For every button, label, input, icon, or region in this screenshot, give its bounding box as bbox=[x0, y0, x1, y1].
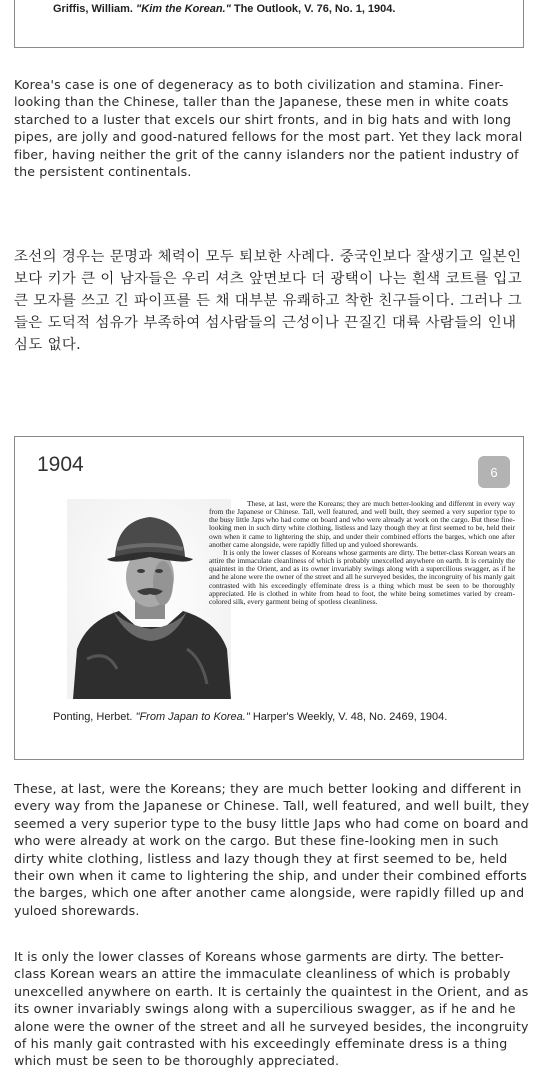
top-citation-title: "Kim the Korean." bbox=[136, 3, 231, 15]
top-citation-source: The Outlook, V. 76, No. 1, 1904. bbox=[230, 3, 396, 15]
scan-paragraph-1: These, at last, were the Koreans; they are much better-looking and different in every way from the Japanese or Chinese. Tall, well featured, and well built, they seemed a very superior type to the busy little Japs who had come on board and who were already at work on the cargo. But these fine-looking men in such dirty white clothing, listless and lazy though they at first seemed to be, held their own when it came to lightering the ship, and under their combined efforts the barges, which one after another came alongside, were rapidly filled up and yuloed shorewards. bbox=[209, 499, 515, 549]
scan-paragraph-2: It is only the lower classes of Koreans whose garments are dirty. The better-class Korean wears an attire the immaculate cleanliness of which is probably unexcelled anywhere on earth. It is certainly the quaintest in the Orient, and as its owner invariably swings along with a supercilious swagger, as if he and he alone were the owner of the street and all he surveyed besides, the incongruity of his manly gait contrasted with his exceedingly effeminate dress is a thing which must be seen to be thoroughly appreciated. He is clothed in white from head to foot, the white being sometimes varied by cream-colored silk, every garment being of spotless cleanliness. bbox=[209, 547, 515, 606]
english-paragraph-griffis: Korea's case is one of degeneracy as to both civilization and stamina. Finer-looking than the Chinese, taller than the Japanese, these men in white coats starched to a luster that excels our shirt fronts, and in big hats and with long pipes, are jolly and good-natured fellows for the most part. Yet they lack moral fiber, having neither the grit of the canny islanders nor the patient industry of the persistent continentals. bbox=[14, 77, 523, 180]
ponting-citation bbox=[53, 711, 447, 723]
ponting-citation-source: Harper's Weekly, V. 48, No. 2469, 1904. bbox=[249, 711, 448, 723]
ponting-citation-author: Ponting, Herbet. bbox=[53, 711, 136, 723]
card-year: 1904 bbox=[37, 453, 84, 476]
ponting-excerpt-card bbox=[14, 436, 524, 760]
page-number-badge[interactable]: 6 bbox=[478, 456, 510, 488]
english-paragraph-lower-classes: It is only the lower classes of Koreans whose garments are dirty. The better-class Korean wears an attire the immaculate cleanliness of which is probably unexcelled anywhere on earth. It is certainly the quaintest in the Orient, and as its owner invariably swings along with a supercilious swagger, as if he and he alone were the owner of the street and all he surveyed besides, the incongruity of his manly gait contrasted with his exceedingly effeminate dress is a thing which must be seen to be thoroughly appreciated. bbox=[14, 949, 529, 1069]
korean-translation-paragraph: 조선의 경우는 문명과 체력이 모두 퇴보한 사례다. 중국인보다 잘생기고 일본인보다 키가 큰 이 남자들은 우리 셔츠 앞면보다 더 광택이 나는 흰색 코트를 입고 큰 모자를 쓰고 긴 파이프를 든 채 대부분 유쾌하고 착한 친구들이다. 그러나 그들은 도덕적 섬유가 부족하여 섬사람들의 근성이나 끈질긴 대륙 사람들의 인내심도 없다. bbox=[14, 249, 523, 353]
english-paragraph-koreans-arrival: These, at last, were the Koreans; they are much better looking and different in every way from the Japanese or Chinese. Tall, well featured, and well built, they seemed a very superior type to the busy little Japs who had come on board and who were already at work on the cargo. But these fine-looking men in such dirty white clothing, listless and lazy though they at first seemed to be, held their own when it came to lightering the ship, and under their combined efforts the barges, which one after another came alongside, were rapidly filled up and yuloed shorewards. bbox=[14, 781, 530, 918]
top-citation-author: Griffis, William. bbox=[53, 3, 137, 15]
man-portrait-photo bbox=[67, 499, 231, 699]
top-citation-card bbox=[14, 0, 524, 48]
top-citation bbox=[53, 3, 395, 15]
ponting-citation-title: "From Japan to Korea." bbox=[135, 711, 250, 723]
scanned-article-text bbox=[209, 500, 515, 606]
